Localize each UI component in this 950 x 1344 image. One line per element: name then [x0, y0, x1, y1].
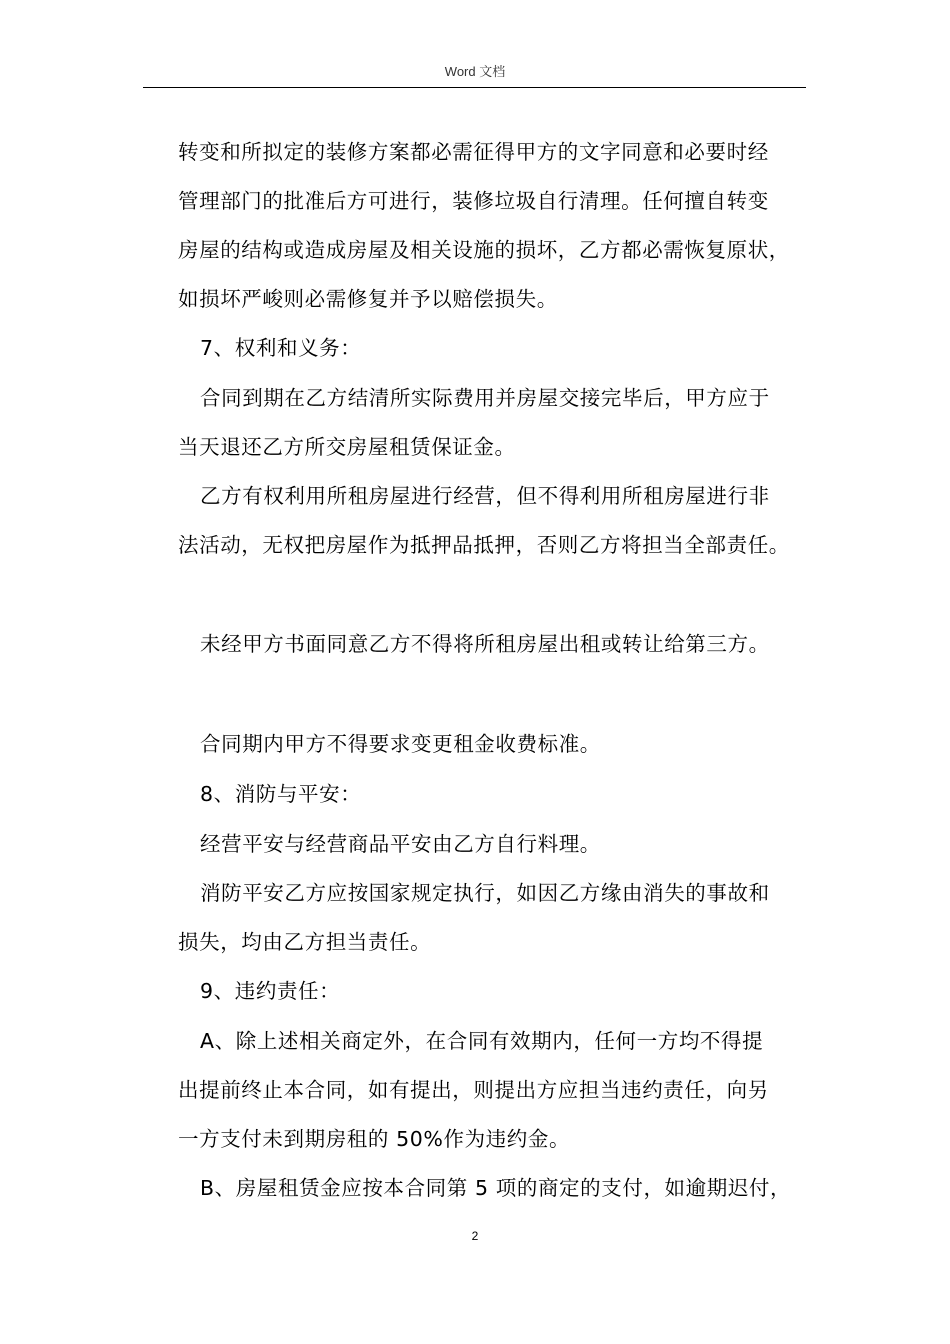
paragraph-line: 损失，均由乙方担当责任。 [178, 930, 432, 954]
paragraph-line: 一方支付未到期房租的 50%作为违约金。 [178, 1127, 571, 1151]
page-number: 2 [471, 1229, 479, 1243]
paragraph-line: 出提前终止本合同，如有提出，则提出方应担当违约责任，向另 [178, 1078, 769, 1102]
header-divider [143, 87, 806, 88]
paragraph-line: 法活动，无权把房屋作为抵押品抵押，否则乙方将担当全部责任。 [178, 533, 790, 557]
paragraph-line: 消防平安乙方应按国家规定执行，如因乙方缘由消失的事故和 [200, 881, 770, 905]
paragraph-line: 合同期内甲方不得要求变更租金收费标准。 [200, 732, 601, 756]
paragraph-line: 房屋的结构或造成房屋及相关设施的损坏，乙方都必需恢复原状， [178, 238, 790, 262]
paragraph-line: B、房屋租赁金应按本合同第 5 项的商定的支付，如逾期迟付， [200, 1176, 792, 1200]
section-heading: 9、违约责任： [200, 979, 341, 1003]
paragraph-line: 合同到期在乙方结清所实际费用并房屋交接完毕后，甲方应于 [200, 386, 770, 410]
section-heading: 7、权利和义务： [200, 336, 362, 360]
paragraph-line: 转变和所拟定的装修方案都必需征得甲方的文字同意和必要时经 [178, 140, 769, 164]
paragraph-line: A、除上述相关商定外，在合同有效期内，任何一方均不得提 [200, 1029, 764, 1053]
section-heading: 8、消防与平安： [200, 782, 362, 806]
paragraph-line: 乙方有权利用所租房屋进行经营，但不得利用所租房屋进行非 [200, 484, 770, 508]
page-header: Word 文档 [444, 64, 506, 79]
paragraph-line: 当天退还乙方所交房屋租赁保证金。 [178, 435, 516, 459]
paragraph-line: 未经甲方书面同意乙方不得将所租房屋出租或转让给第三方。 [200, 632, 770, 656]
paragraph-line: 如损坏严峻则必需修复并予以赔偿损失。 [178, 287, 558, 311]
paragraph-line: 经营平安与经营商品平安由乙方自行料理。 [200, 832, 601, 856]
paragraph-line: 管理部门的批准后方可进行，装修垃圾自行清理。任何擅自转变 [178, 189, 769, 213]
